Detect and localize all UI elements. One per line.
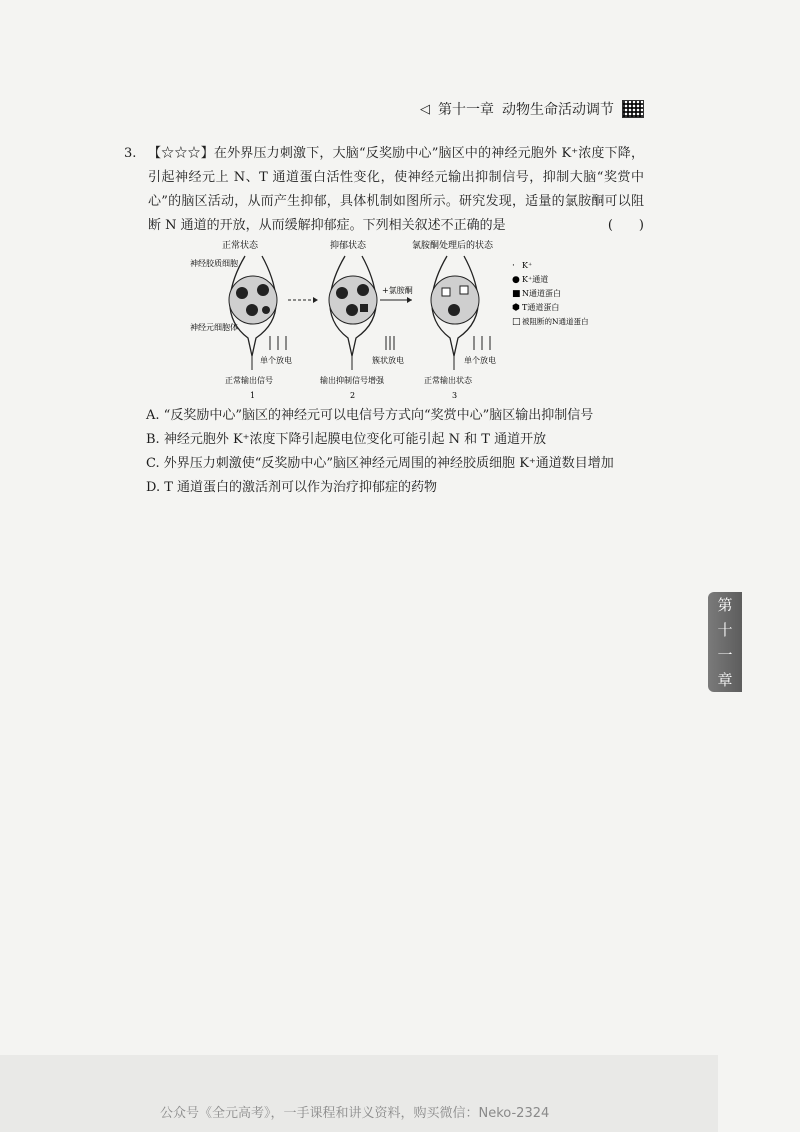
option-d[interactable] [146, 476, 614, 500]
panel2-number: 2 [350, 391, 356, 400]
svg-text:□: □ [512, 317, 521, 327]
panel3-top-label: 氯胺酮处理后的状态 [412, 241, 494, 251]
side-tab-char: 一 [717, 646, 733, 664]
option-c-letter: C. [146, 456, 160, 471]
question-3 [124, 142, 644, 238]
legend-n-channel [512, 288, 561, 299]
option-a-text: “反奖励中心”脑区的神经元可以电信号方式向“奖赏中心”脑区输出抑制信号 [163, 408, 594, 423]
question-stem: 在外界压力刺激下，大脑“反奖励中心”脑区中的神经元胞外 K⁺浓度下降，引起神经元上 N、T 通道蛋白活性变化，使神经元输出抑制信号，抑制大脑“奖赏中心”的脑区活动，从而产生抑郁，具体机制如图所示。研究发现，适量的氯胺酮可以阻断 N 通道的开放，从而缓解抑郁症。下列相关叙述不正确的是 [148, 146, 644, 233]
qr-code-icon [622, 100, 644, 118]
svg-text:·: · [512, 261, 515, 271]
panel1-number: 1 [250, 391, 256, 400]
option-c-text: 外界压力刺激使“反奖励中心”脑区神经元周围的神经胶质细胞 K⁺通道数目增加 [163, 456, 614, 471]
panel1-spike-label: 单个放电 [260, 356, 292, 365]
ketamine-arrow-label: +氯胺酮 [382, 286, 413, 295]
back-triangle-icon: ◁ [420, 101, 430, 117]
footer-watermark: 公众号《全元高考》，一手课程和讲义资料，购买微信：Neko-2324 [160, 1106, 550, 1121]
chapter-header [420, 98, 680, 120]
answer-parentheses: ( ) [607, 218, 644, 233]
svg-text:被阻断的N通道蛋白: 被阻断的N通道蛋白 [522, 317, 589, 326]
svg-text:●: ● [512, 275, 520, 285]
panel-1 [190, 239, 292, 400]
legend-k-channel [512, 274, 548, 285]
svg-text:⬢: ⬢ [512, 303, 520, 313]
panel2-top-label: 抑郁状态 [330, 241, 367, 251]
panel-2 [320, 239, 413, 400]
mechanism-diagram [190, 238, 600, 403]
neuron-body-label: 神经元细胞体 [190, 323, 238, 332]
side-tab-char: 第 [717, 596, 733, 614]
answer-options [146, 404, 614, 500]
panel2-bottom-label: 输出抑制信号增强 [320, 376, 384, 385]
chapter-title: 动物生命活动调节 [502, 102, 614, 118]
svg-text:K⁺: K⁺ [522, 261, 533, 270]
option-b[interactable] [146, 428, 614, 452]
panel1-top-label: 正常状态 [222, 241, 259, 251]
legend-t-channel [512, 302, 559, 313]
chapter-number: 第十一章 [438, 102, 494, 118]
option-b-text: 神经元胞外 K⁺浓度下降引起膜电位变化可能引起 N 和 T 通道开放 [163, 432, 547, 447]
option-a-letter: A. [146, 408, 160, 423]
side-tab-char: 十 [717, 621, 733, 639]
svg-text:T通道蛋白: T通道蛋白 [522, 303, 560, 312]
panel2-spike-label: 簇状放电 [372, 356, 404, 365]
side-tab-char: 章 [717, 671, 733, 689]
panel3-spike-label: 单个放电 [464, 356, 496, 365]
panel3-number: 3 [452, 391, 458, 400]
chapter-side-tab [708, 592, 742, 692]
legend-k-ion [512, 261, 532, 271]
panel-3 [412, 239, 496, 400]
svg-text:■: ■ [512, 289, 521, 299]
option-a[interactable] [146, 404, 614, 428]
option-c[interactable] [146, 452, 614, 476]
svg-text:N通道蛋白: N通道蛋白 [522, 289, 561, 298]
option-d-text: T 通道蛋白的激活剂可以作为治疗抑郁症的药物 [164, 480, 438, 495]
legend-blocked-n-channel [512, 316, 589, 327]
svg-text:K⁺通道: K⁺通道 [522, 275, 549, 284]
panel3-bottom-label: 正常输出状态 [424, 376, 472, 385]
legend [512, 261, 589, 327]
glial-cell-label: 神经胶质细胞 [190, 259, 238, 268]
question-number: 3. [124, 146, 137, 161]
option-d-letter: D. [146, 480, 161, 495]
difficulty-stars: 【☆☆☆】 [148, 146, 214, 161]
panel1-bottom-label: 正常输出信号 [225, 376, 273, 385]
option-b-letter: B. [146, 432, 160, 447]
